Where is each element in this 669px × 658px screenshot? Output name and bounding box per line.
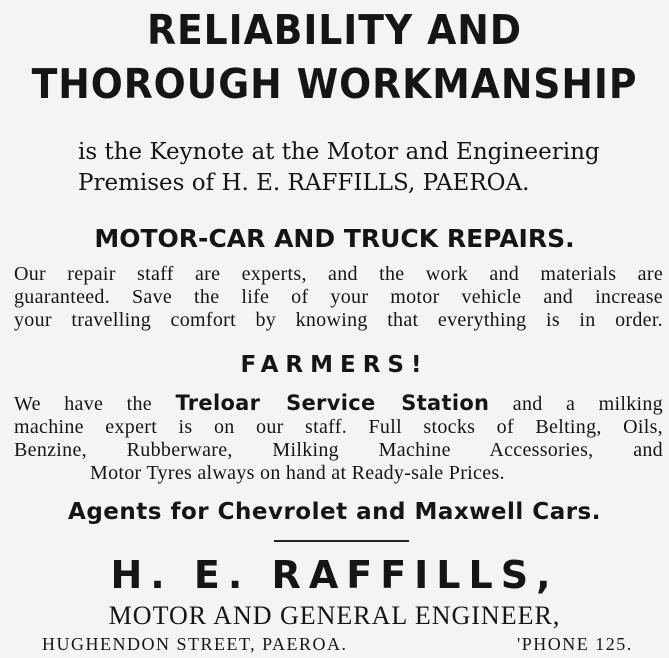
farmers-line-1-end: and a milking [512, 393, 663, 415]
headline-line-2: THOROUGH WORKMANSHIP [31, 60, 638, 108]
repairs-heading: MOTOR-CAR AND TRUCK REPAIRS. [94, 224, 575, 253]
repairs-line-3: your travelling comfort by knowing that everything is in order. [14, 309, 663, 331]
repairs-line-2: guaranteed. Save the life of your motor vehicle and increase [14, 286, 663, 308]
farmers-line-1-start: We have the [14, 393, 152, 415]
intro-line-2: Premises of H. E. RAFFILLS, PAEROA. [78, 170, 530, 196]
business-name: H. E. RAFFILLS, [110, 553, 559, 597]
farmers-line-4: Motor Tyres always on hand at Ready-sale Prices. [90, 462, 505, 484]
farmers-line-3: Benzine, Rubberware, Milking Machine Accessories, and [14, 439, 663, 461]
treloar-service-station: Treloar Service Station [175, 391, 490, 415]
intro-line-1: is the Keynote at the Motor and Engineering [78, 139, 600, 165]
farmers-line-1 [14, 391, 663, 416]
divider-rule [274, 540, 409, 542]
repairs-line-1: Our repair staff are experts, and the work and materials are [14, 263, 663, 285]
address: HUGHENDON STREET, PAEROA. [42, 634, 348, 654]
farmers-heading: FARMERS! [240, 352, 429, 378]
farmers-line-2: machine expert is on our staff. Full stocks of Belting, Oils, [14, 416, 663, 438]
business-title: MOTOR AND GENERAL ENGINEER, [108, 601, 561, 630]
agents-line: Agents for Chevrolet and Maxwell Cars. [68, 499, 601, 525]
phone-number: 'PHONE 125. [517, 634, 633, 654]
headline-line-1: RELIABILITY AND [147, 6, 522, 54]
